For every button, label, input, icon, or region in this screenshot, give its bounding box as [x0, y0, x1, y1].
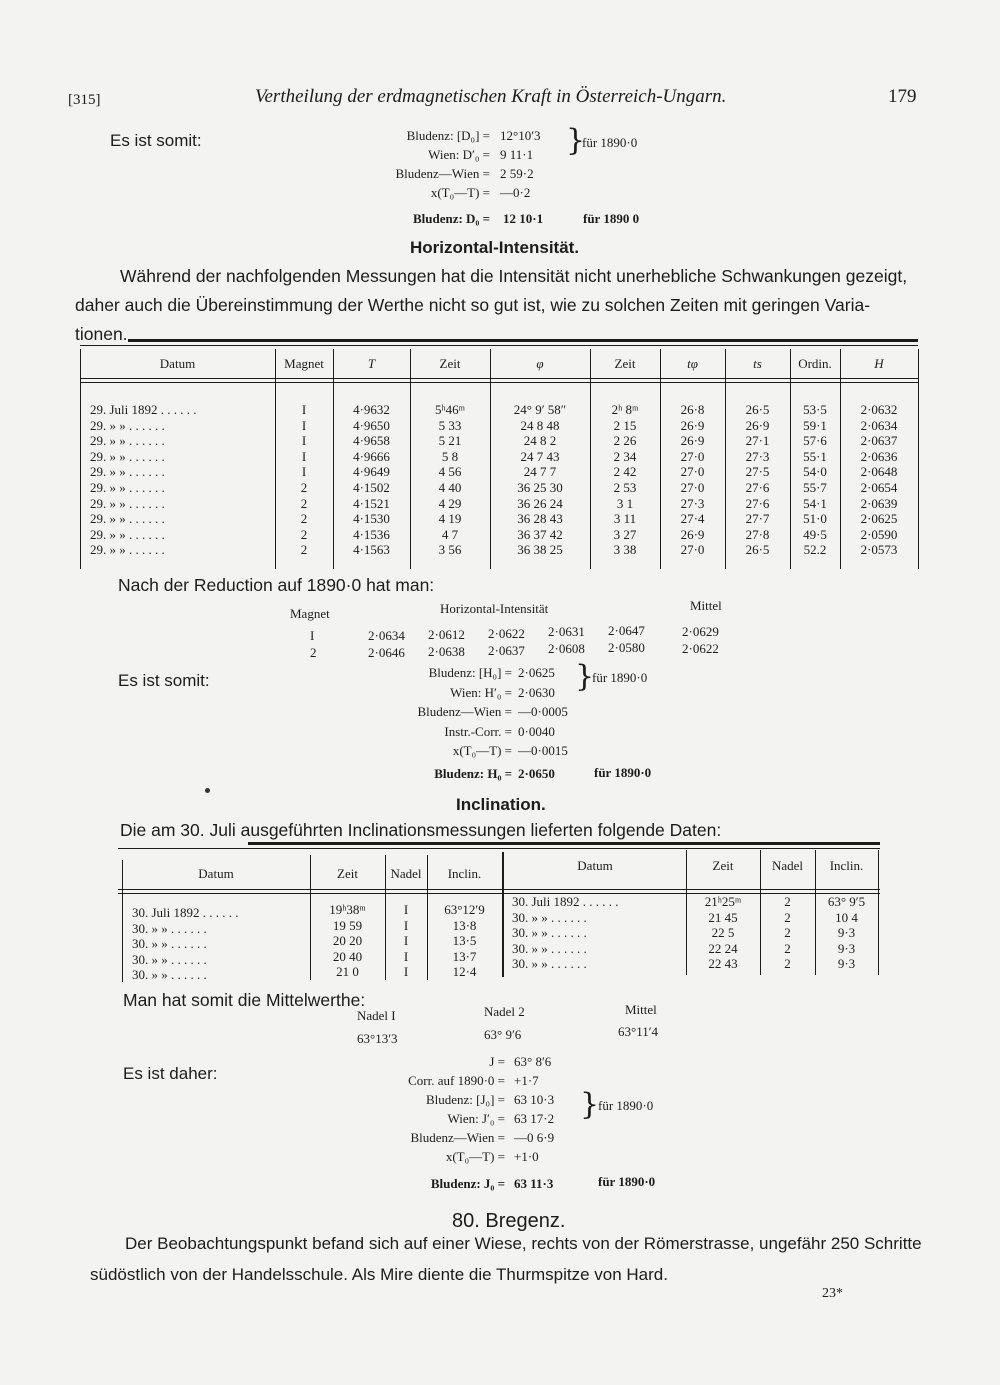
h-result-value: 2·0650: [518, 766, 555, 781]
htable-cell-ts: 27·1: [745, 433, 770, 449]
es-ist-somit-label: Es ist somit:: [110, 131, 202, 150]
itable-right-cell-nadel: 2: [784, 940, 791, 956]
htable-cell-T: 4·9650: [353, 417, 390, 433]
itable-right-cell-zeit: 21ʰ25ᵐ: [704, 894, 742, 909]
htable-cell-magnet: 2: [300, 480, 308, 495]
htable-cell-zeit: 4 7: [441, 526, 459, 542]
htable-cell-T: 4·1536: [353, 526, 390, 542]
itable-right-cell-inclin: 10 4: [835, 909, 858, 925]
horizontal-heading: Horizontal-Intensität.: [410, 238, 580, 257]
htable-cell-tphi: 26·9: [680, 433, 705, 449]
red-value: 2·0631: [548, 624, 585, 640]
htable-cell-T: 4·9658: [353, 433, 390, 449]
itable-head-rule: [118, 889, 880, 890]
htable-cell-zeit2: 3 38: [613, 542, 637, 558]
htable-cell-datum: 29. » » . . . . . .: [90, 480, 165, 495]
bregenz-line1: Der Beobachtungspunkt befand sich auf einer Wiese, rechts von der Römerstrasse, ungefähr 250 Schritte: [125, 1234, 922, 1253]
htable-cell-phi: 24 8 48: [520, 417, 560, 433]
htable-cell-datum: 29. » » . . . . . .: [90, 448, 165, 464]
htable-cell-ordin: 59·1: [803, 417, 827, 433]
htable-cell-zeit: 4 56: [438, 464, 462, 480]
i-calc-value-1: +1·7: [514, 1073, 539, 1088]
itable-right-cell-datum: 30. » » . . . . . .: [512, 909, 587, 925]
decl-value-0: 12°10ʹ3: [500, 128, 541, 143]
itable-right-cell-datum: 30. Juli 1892 . . . . . .: [512, 894, 619, 909]
htable-cell-datum: 29. Juli 1892 . . . . . .: [90, 402, 197, 417]
itable-right-cell-nadel: 2: [784, 956, 791, 971]
itable-right-cell-zeit: 21 45: [708, 909, 738, 925]
htable-header-tphi: tφ: [687, 356, 698, 371]
es-ist-daher-label: Es ist daher:: [123, 1064, 218, 1083]
htable-cell-zeit: 5 21: [438, 433, 462, 449]
htable-cell-phi: 36 28 43: [517, 511, 563, 527]
htable-head-rule: [80, 378, 918, 379]
htable-cell-T: 4·9649: [353, 464, 390, 480]
h-calc-value-4: —0·0015: [518, 743, 568, 758]
htable-cell-zeit2: 2 15: [613, 417, 637, 433]
itable-left-cell-inclin: 13·5: [452, 933, 477, 948]
htable-cell-ts: 27·8: [745, 526, 770, 542]
i-calc-label-2: Bludenz: [J₀] =: [425, 1092, 505, 1107]
bregenz-heading: [452, 1210, 565, 1233]
htable-cell-ordin: 57·6: [803, 433, 827, 449]
htable-cell-datum: 29. » » . . . . . .: [90, 417, 165, 433]
red-header-hi: Horizontal-Intensität: [440, 601, 549, 616]
htable-cell-T: 4·1563: [353, 542, 390, 558]
h-calc-label-1: Wien: H′₀ =: [450, 684, 512, 700]
h-calc-value-3: 0·0040: [518, 723, 555, 739]
decl-label-2: Bludenz—Wien =: [395, 166, 490, 181]
itable-right-header-nadel: Nadel: [771, 858, 804, 873]
itable-left-cell-inclin: 13·8: [452, 917, 477, 933]
horizontal-paragraph-line2: daher auch die Übereinstimmung der Werthe nicht so gut ist, wie zu solchen Zeiten mit geringen Varia-: [75, 295, 871, 315]
i-calc-value-3: 63 17·2: [514, 1111, 555, 1126]
htable-header-datum: Datum: [159, 356, 196, 371]
mw-nadel2-value: 63° 9ʹ6: [484, 1027, 522, 1042]
htable-cell-tphi: 26·8: [680, 402, 705, 417]
htable-cell-ordin: 52.2: [803, 542, 827, 558]
red-value: 2·0580: [608, 640, 645, 656]
itable-right-header-inclin: Inclin.: [829, 858, 864, 873]
htable-cell-T: 4·9632: [353, 402, 390, 417]
i-result-label: Bludenz: J₀ =: [430, 1176, 505, 1191]
mw-mittel-header: Mittel: [625, 1002, 657, 1017]
red-value: 2·0612: [428, 626, 465, 642]
htable-cell-H: 2·0654: [860, 480, 898, 495]
itable-left-cell-nadel: I: [403, 964, 409, 979]
itable-left-cell-datum: 30. » » . . . . . .: [132, 920, 207, 936]
htable-cell-phi: 36 26 24: [517, 495, 563, 511]
h-calc-label-3: Instr.-Corr. =: [444, 723, 512, 739]
htable-cell-magnet: I: [301, 402, 307, 417]
htable-cell-phi: 24 8 2: [523, 433, 557, 449]
htable-cell-tphi: 27·4: [680, 511, 705, 527]
htable-header-ts: ts: [753, 356, 762, 371]
red-value: 2·0647: [608, 623, 645, 639]
htable-cell-phi: 24 7 7: [523, 464, 557, 480]
ink-speck: [205, 788, 210, 793]
htable-cell-zeit2: 2 53: [613, 480, 637, 495]
htable-top-rule: [128, 339, 918, 342]
h-result-epoch: für 1890·0: [594, 765, 652, 780]
htable-cell-datum: 29. » » . . . . . .: [90, 433, 165, 449]
red-mittel: 2·0629: [682, 624, 719, 639]
itable-right-cell-inclin: 9·3: [837, 956, 856, 971]
i-brace: }: [580, 1087, 600, 1122]
htable-header-magnet: Magnet: [284, 356, 324, 371]
i-calc-label-1: Corr. auf 1890·0 =: [408, 1073, 505, 1088]
itable-right-cell-datum: 30. » » . . . . . .: [512, 956, 587, 971]
itable-left-cell-inclin: 13·7: [452, 948, 477, 964]
page-section-number: [315]: [68, 92, 101, 108]
itable-top-rule-2: [118, 848, 880, 849]
htable-cell-ordin: 49·5: [803, 526, 827, 542]
itable-right-cell-zeit: 22 43: [708, 956, 738, 971]
htable-cell-T: 4·1530: [353, 511, 390, 527]
htable-cell-ts: 26·5: [745, 402, 770, 417]
decl-value-1: 9 11·1: [500, 147, 534, 162]
itable-left-cell-zeit: 20 20: [332, 933, 363, 948]
i-calc-label-3: Wien: J′₀ =: [447, 1111, 505, 1126]
htable-cell-ordin: 54·1: [803, 495, 827, 511]
htable-cell-ts: 27·6: [745, 480, 770, 495]
itable-left-header-zeit: Zeit: [337, 866, 358, 881]
signature-mark: 23*: [822, 1286, 843, 1301]
htable-cell-ordin: 51·0: [803, 511, 827, 527]
htable-cell-ordin: 55·1: [803, 448, 827, 464]
itable-left-header-inclin: Inclin.: [447, 866, 482, 881]
red-value: 2·0638: [428, 643, 465, 659]
i-calc-value-0: 63° 8ʹ6: [514, 1054, 552, 1069]
htable-cell-zeit: 3 56: [438, 542, 462, 558]
h-brace: }: [575, 659, 595, 694]
htable-head-rule-2: [80, 382, 918, 383]
itable-left-cell-datum: 30. Juli 1892 . . . . . .: [132, 905, 239, 920]
mw-nadel1-header: Nadel I: [357, 1008, 396, 1023]
red-header-mittel: Mittel: [690, 598, 722, 613]
page-number: 179: [888, 86, 917, 107]
itable-left-cell-zeit: 21 0: [336, 964, 359, 979]
htable-cell-T: 4·9666: [353, 448, 390, 464]
htable-cell-magnet: 2: [300, 511, 308, 527]
itable-left-header-nadel: Nadel: [390, 866, 422, 881]
h-calc-value-0: 2·0625: [518, 665, 555, 680]
red-magnet: 2: [310, 645, 317, 660]
itable-left-cell-zeit: 19 59: [332, 917, 363, 933]
mw-nadel2-header: Nadel 2: [484, 1004, 525, 1019]
inclination-heading: Inclination.: [456, 795, 546, 814]
htable-cell-ts: 27·3: [745, 448, 770, 464]
decl-brace: }: [566, 123, 586, 158]
itable-right-border: [878, 850, 879, 975]
i-calc-label-0: J =: [489, 1054, 505, 1069]
itable-left-cell-datum: 30. » » . . . . . .: [132, 951, 207, 967]
htable-cell-zeit2: 2 34: [613, 448, 637, 464]
itable-right-cell-nadel: 2: [784, 925, 791, 940]
htable-cell-H: 2·0573: [860, 542, 898, 558]
itable-right-cell-inclin: 9·3: [837, 925, 856, 940]
htable-right-border: [918, 349, 919, 569]
htable-cell-datum: 29. » » . . . . . .: [90, 526, 165, 542]
htable-cell-tphi: 27·3: [680, 495, 705, 511]
htable-cell-tphi: 27·0: [680, 448, 705, 464]
htable-cell-H: 2·0625: [860, 511, 898, 527]
htable-cell-T: 4·1521: [353, 495, 390, 511]
decl-label-0: Bludenz: [D₀] =: [406, 128, 490, 143]
red-mittel: 2·0622: [682, 641, 719, 656]
itable-top-rule: [248, 842, 880, 845]
i-result-value: 63 11·3: [514, 1176, 554, 1191]
red-value: 2·0608: [548, 641, 585, 657]
htable-cell-zeit: 4 29: [438, 495, 462, 511]
i-result-epoch: für 1890·0: [598, 1174, 656, 1189]
itable-right-cell-datum: 30. » » . . . . . .: [512, 925, 587, 940]
bregenz-heading-text: 80. Bregenz.: [452, 1210, 566, 1232]
red-value: 2·0637: [488, 642, 525, 658]
htable-cell-H: 2·0590: [860, 526, 898, 542]
htable-cell-H: 2·0637: [860, 433, 898, 449]
htable-cell-H: 2·0648: [860, 464, 898, 480]
itable-left-cell-inclin: 12·4: [452, 964, 477, 979]
htable-cell-zeit: 4 40: [438, 480, 462, 495]
decl-value-2: 2 59·2: [500, 166, 534, 181]
decl-label-3: x(T₀—T) =: [430, 185, 490, 200]
htable-left-border: [80, 349, 81, 569]
htable-cell-zeit2: 2 26: [613, 433, 637, 449]
itable-right-cell-inclin: 63° 9ʹ5: [827, 894, 866, 909]
htable-cell-H: 2·0636: [860, 448, 898, 464]
itable-left-cell-datum: 30. » » . . . . . .: [132, 936, 207, 951]
itable-right-cell-datum: 30. » » . . . . . .: [512, 940, 587, 956]
running-title: Vertheilung der erdmagnetischen Kraft in Österreich-Ungarn.: [255, 86, 727, 107]
htable-cell-ts: 26·5: [745, 542, 770, 558]
itable-left-header-datum: Datum: [198, 866, 234, 881]
mw-mittel-value: 63°11ʹ4: [618, 1024, 659, 1039]
htable-cell-phi: 24 7 43: [520, 448, 560, 464]
htable-header-phi: φ: [536, 356, 544, 371]
itable-right-cell-zeit: 22 5: [711, 925, 735, 940]
htable-cell-phi: 36 38 25: [517, 542, 563, 558]
htable-cell-datum: 29. » » . . . . . .: [90, 495, 165, 511]
inclination-intro: Die am 30. Juli ausgeführten Inclinationsmessungen lieferten folgende Daten:: [120, 820, 722, 840]
htable-cell-zeit2: 2ʰ 8ᵐ: [611, 402, 639, 417]
decl-result-epoch: für 1890 0: [583, 211, 640, 226]
decl-epoch: für 1890·0: [582, 135, 638, 150]
htable-cell-datum: 29. » » . . . . . .: [90, 542, 165, 558]
htable-cell-tphi: 27·0: [680, 542, 705, 558]
htable-cell-zeit2: 3 11: [613, 511, 637, 527]
itable-left-cell-nadel: I: [403, 902, 409, 917]
decl-result-value: 12 10·1: [503, 211, 544, 226]
red-value: 2·0634: [368, 628, 405, 643]
htable-cell-T: 4·1502: [353, 480, 390, 495]
itable-right-header-zeit: Zeit: [712, 858, 734, 873]
i-calc-label-5: x(T₀—T) =: [445, 1149, 505, 1164]
htable-cell-phi: 36 25 30: [517, 480, 563, 495]
decl-value-3: —0·2: [500, 185, 531, 200]
decl-label-1: Wien: D′₀ =: [428, 147, 490, 162]
itable-right-cell-inclin: 9·3: [837, 940, 856, 956]
htable-header-ordin: Ordin.: [798, 356, 832, 371]
htable-cell-magnet: I: [301, 464, 307, 480]
h-calc-value-2: —0·0005: [518, 704, 568, 719]
htable-header-H: H: [874, 356, 884, 371]
htable-header-zeit2: Zeit: [614, 356, 636, 371]
itable-left-cell-datum: 30. » » . . . . . .: [132, 967, 207, 982]
horizontal-paragraph-line1: Während der nachfolgenden Messungen hat die Intensität nicht unerhebliche Schwankungen gezeigt,: [120, 266, 908, 286]
htable-cell-phi: 36 37 42: [517, 526, 563, 542]
htable-cell-zeit: 5ʰ46ᵐ: [434, 402, 466, 417]
htable-cell-magnet: I: [301, 417, 307, 433]
h-result-label: Bludenz: H₀ =: [434, 766, 512, 781]
htable-cell-tphi: 27·0: [680, 480, 705, 495]
htable-cell-ordin: 55·7: [803, 480, 827, 495]
htable-cell-magnet: 2: [300, 542, 308, 558]
htable-cell-H: 2·0639: [860, 495, 898, 511]
htable-cell-ts: 27·5: [745, 464, 770, 480]
i-epoch: für 1890·0: [598, 1098, 654, 1113]
h-calc-value-1: 2·0630: [518, 684, 555, 700]
mittelwerthe-text: Man hat somit die Mittelwerthe:: [123, 990, 366, 1010]
htable-cell-H: 2·0634: [860, 417, 898, 433]
red-header-magnet: Magnet: [290, 606, 330, 621]
htable-cell-datum: 29. » » . . . . . .: [90, 464, 165, 480]
htable-cell-H: 2·0632: [860, 402, 898, 417]
htable-cell-ts: 26·9: [745, 417, 770, 433]
htable-cell-tphi: 26·9: [680, 417, 705, 433]
htable-cell-magnet: 2: [300, 526, 308, 542]
htable-cell-ts: 27·7: [745, 511, 770, 527]
decl-result-label: Bludenz: D₀ =: [412, 211, 490, 226]
itable-right-cell-zeit: 22 24: [708, 940, 738, 956]
itable-left-cell-zeit: 20 40: [332, 948, 363, 964]
itable-left-cell-inclin: 63°12ʹ9: [444, 902, 485, 917]
itable-left-cell-nadel: I: [403, 933, 409, 948]
htable-cell-tphi: 27·0: [680, 464, 705, 480]
htable-cell-ordin: 53·5: [803, 402, 827, 417]
htable-cell-datum: 29. » » . . . . . .: [90, 511, 165, 527]
itable-left-cell-zeit: 19ʰ38ᵐ: [329, 902, 366, 917]
red-value: 2·0622: [488, 625, 525, 641]
htable-cell-zeit2: 2 42: [613, 464, 637, 480]
h-calc-label-2: Bludenz—Wien =: [417, 704, 512, 719]
i-calc-value-2: 63 10·3: [514, 1092, 555, 1107]
htable-cell-zeit: 5 33: [438, 417, 462, 433]
i-calc-value-4: —0 6·9: [514, 1130, 555, 1145]
es-ist-somit-label-2: Es ist somit:: [118, 671, 210, 690]
htable-cell-magnet: I: [301, 448, 307, 464]
red-value: 2·0646: [368, 645, 405, 660]
h-calc-label-4: x(T₀—T) =: [452, 743, 512, 758]
htable-cell-phi: 24° 9′ 58″: [513, 402, 567, 417]
i-calc-value-5: +1·0: [514, 1149, 539, 1164]
htable-cell-tphi: 26·9: [680, 526, 705, 542]
mw-nadel1-value: 63°13ʹ3: [357, 1031, 398, 1046]
htable-cell-zeit: 4 19: [438, 511, 462, 527]
htable-cell-ordin: 54·0: [803, 464, 827, 480]
itable-left-cell-nadel: I: [403, 917, 409, 933]
bregenz-line2: südöstlich von der Handelsschule. Als Mire diente die Thurmspitze von Hard.: [90, 1265, 668, 1284]
red-magnet: I: [310, 628, 315, 643]
htable-top-rule-2: [80, 345, 918, 346]
htable-header-T: T: [367, 356, 376, 371]
horizontal-paragraph-line3: tionen.: [75, 324, 128, 344]
htable-cell-magnet: 2: [300, 495, 308, 511]
reduction-text: Nach der Reduction auf 1890·0 hat man:: [118, 575, 435, 595]
itable-right-cell-nadel: 2: [784, 909, 791, 925]
htable-cell-zeit: 5 8: [441, 448, 459, 464]
h-calc-label-0: Bludenz: [H₀] =: [428, 665, 512, 680]
htable-cell-ts: 27·6: [745, 495, 770, 511]
htable-cell-zeit2: 3 27: [613, 526, 637, 542]
htable-cell-magnet: I: [301, 433, 307, 449]
h-epoch: für 1890·0: [592, 670, 648, 685]
itable-left-cell-nadel: I: [403, 948, 409, 964]
itable-right-cell-nadel: 2: [784, 894, 791, 909]
itable-right-header-datum: Datum: [577, 858, 613, 873]
htable-header-zeit: Zeit: [439, 356, 461, 371]
i-calc-label-4: Bludenz—Wien =: [410, 1130, 505, 1145]
htable-cell-zeit2: 3 1: [616, 495, 634, 511]
